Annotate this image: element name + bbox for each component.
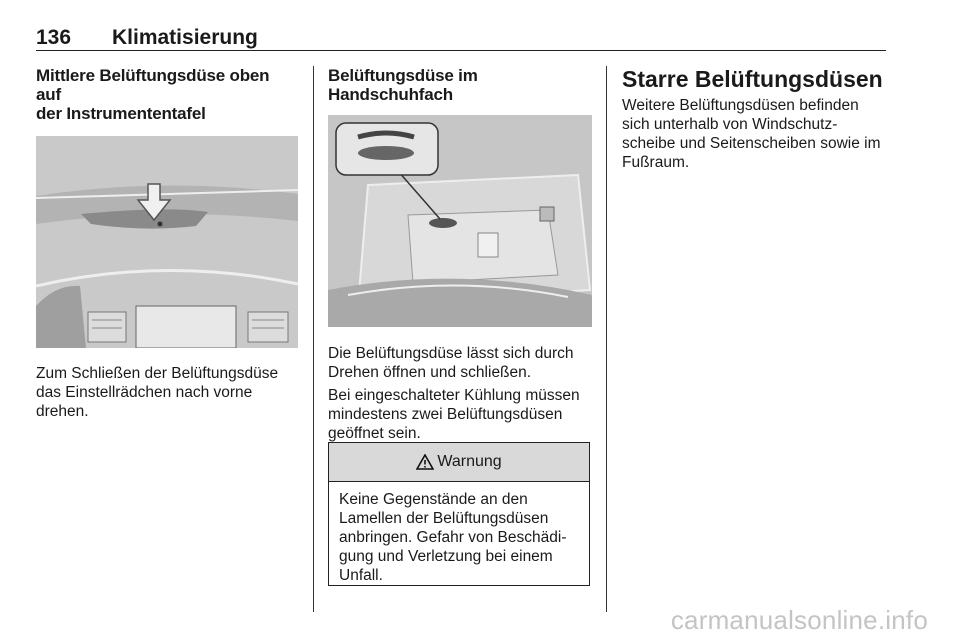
page-header [36, 24, 886, 51]
body-text: Bei eingeschalteter Kühlung müssen mindestens zwei Belüftungsdüsen geöffnet sein. [328, 387, 580, 442]
section-heading: Belüftungsdüse im Handschuhfach [328, 66, 478, 104]
column-divider [606, 66, 607, 612]
section-heading: Mittlere Belüftungsdüse oben auf der Instrumententafel [36, 66, 270, 123]
column-glovebox-vent [328, 66, 592, 443]
watermark: carmanualsonline.info [670, 605, 928, 635]
body-text: Weitere Belüftungsdüsen befinden sich unterhalb von Windschutz- scheibe und Seitenscheiben sowie im Fußraum. [622, 97, 881, 171]
dashboard-drawing [36, 136, 298, 348]
warning-triangle-icon [416, 454, 434, 470]
warning-header [329, 443, 589, 482]
warning-text: Keine Gegenstände an den Lamellen der Belüftungsdüsen anbringen. Gefahr von Beschädi- gung und Verletzung bei einem Unfall. [339, 491, 567, 584]
warning-title: Warnung [437, 453, 502, 470]
column-divider [313, 66, 314, 612]
body-text: Zum Schließen der Belüftungsdüse das Einstellrädchen nach vorne drehen. [36, 365, 279, 420]
column-center-vent [36, 66, 298, 421]
warning-box [328, 442, 590, 586]
chapter-title: Klimatisierung [112, 26, 258, 49]
glovebox-drawing [328, 115, 592, 327]
body-text: Die Belüftungsdüse lässt sich durch Drehen öffnen und schließen. [328, 345, 574, 381]
glovebox-vent-illustration [328, 115, 592, 327]
section-heading: Starre Belüftungsdüsen [622, 66, 883, 92]
column-fixed-vents [622, 66, 888, 172]
page-number: 136 [36, 26, 72, 49]
dashboard-vent-illustration [36, 136, 298, 348]
